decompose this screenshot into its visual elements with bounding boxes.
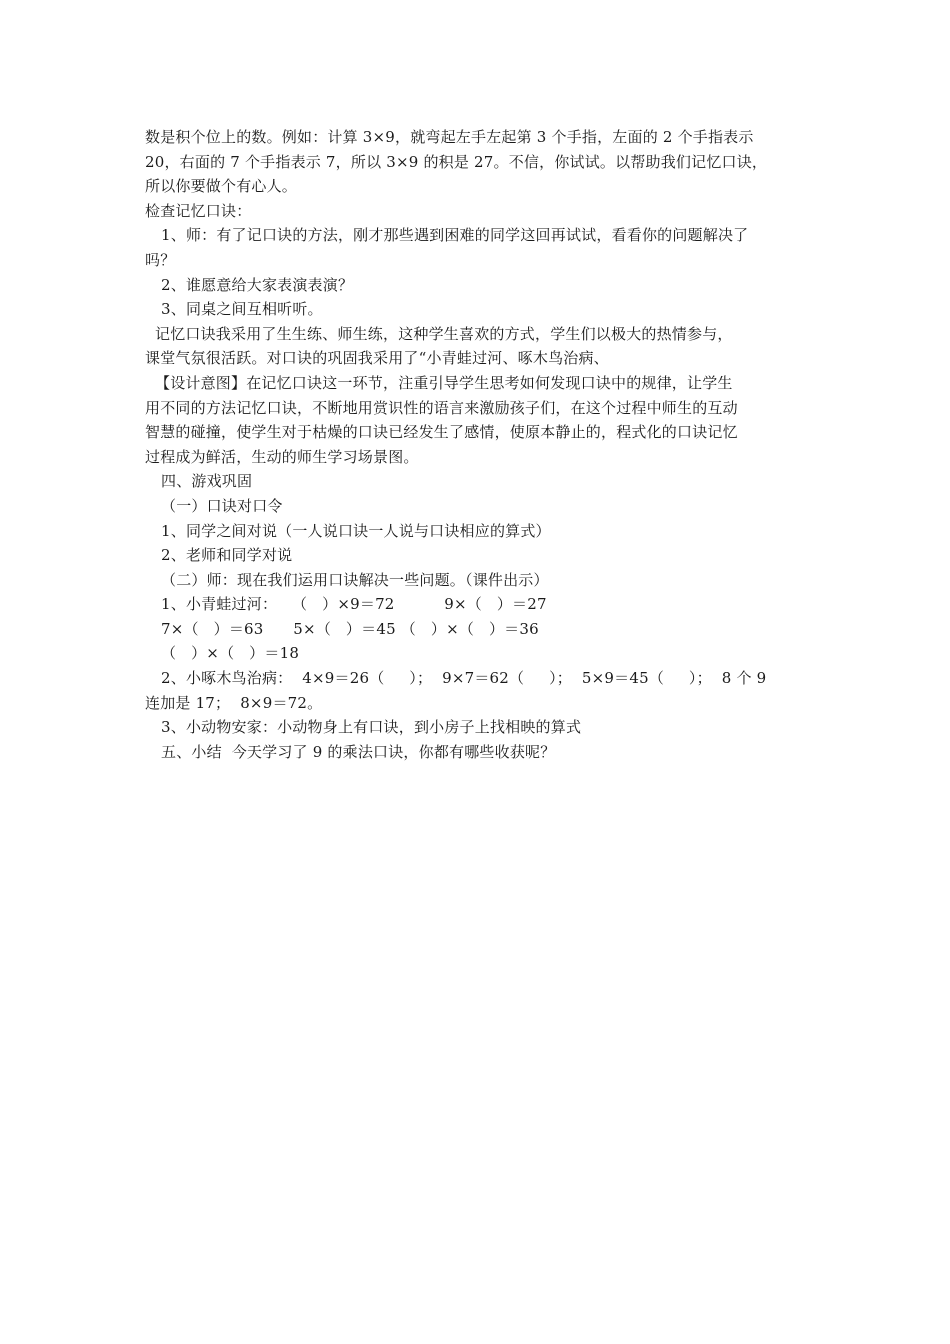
list-item: 1、师：有了记口诀的方法，刚才那些遇到困难的同学这回再试试，看看你的问题解决了 [161, 226, 749, 245]
exercise-line: 连加是 17； 8×9＝72。 [145, 693, 323, 712]
exercise-line: 2、小啄木鸟治病： 4×9＝26（ ）； 9×7＝62（ ）； 5×9＝45（ ）； 8 个 9 [161, 669, 767, 688]
section-heading: 四、游戏巩固 [161, 472, 253, 491]
paragraph-line: 课堂气氛很活跃。对口诀的巩固我采用了“小青蛙过河、啄木鸟治病、 [145, 349, 609, 368]
paragraph-line: 所以你要做个有心人。 [145, 177, 298, 196]
paragraph-line: 过程成为鲜活，生动的师生学习场景图。 [145, 447, 419, 466]
subsection-heading: （二）师：现在我们运用口诀解决一些问题。（课件出示） [161, 570, 549, 589]
list-item: 2、谁愿意给大家表演表演？ [161, 275, 354, 294]
exercise-line: 7×（ ）＝63 5×（ ）＝45 （ ）×（ ）＝36 [161, 619, 539, 638]
paragraph-line: 智慧的碰撞，使学生对于枯燥的口诀已经发生了感情，使原本静止的，程式化的口诀记忆 [145, 423, 738, 442]
document-body [145, 125, 810, 764]
list-item: 3、小动物安家：小动物身上有口诀，到小房子上找相映的算式 [161, 718, 582, 737]
paragraph-line: 记忆口诀我采用了生生练、师生练，这种学生喜欢的方式，学生们以极大的热情参与， [155, 324, 733, 343]
exercise-line: 1、小青蛙过河： （ ）×9＝72 9×（ ）＝27 [161, 595, 547, 614]
paragraph-line: 吗？ [145, 250, 176, 269]
list-item: 2、老师和同学对说 [161, 546, 293, 565]
list-item: 3、同桌之间互相听听。 [161, 300, 323, 319]
section-heading: 检查记忆口诀： [145, 201, 252, 220]
paragraph-line: 数是积个位上的数。例如：计算 3×9，就弯起左手左起第 3 个手指，左面的 2 个手指表示 [145, 128, 754, 146]
subsection-heading: （一）口诀对口令 [161, 496, 283, 515]
design-intent-heading: 【设计意图】在记忆口诀这一环节，注重引导学生思考如何发现口诀中的规律，让学生 [155, 373, 733, 392]
list-item: 1、同学之间对说（一人说口诀一人说与口诀相应的算式） [161, 521, 551, 540]
paragraph-line: 20，右面的 7 个手指表示 7，所以 3×9 的积是 27。不信，你试试。以帮助我们记忆口诀， [145, 152, 768, 171]
section-heading: 五、小结 今天学习了 9 的乘法口诀，你都有哪些收获呢？ [161, 742, 556, 761]
paragraph-line: 用不同的方法记忆口诀，不断地用赏识性的语言来激励孩子们，在这个过程中师生的互动 [145, 398, 738, 417]
exercise-line: （ ）×（ ）＝18 [161, 644, 300, 663]
